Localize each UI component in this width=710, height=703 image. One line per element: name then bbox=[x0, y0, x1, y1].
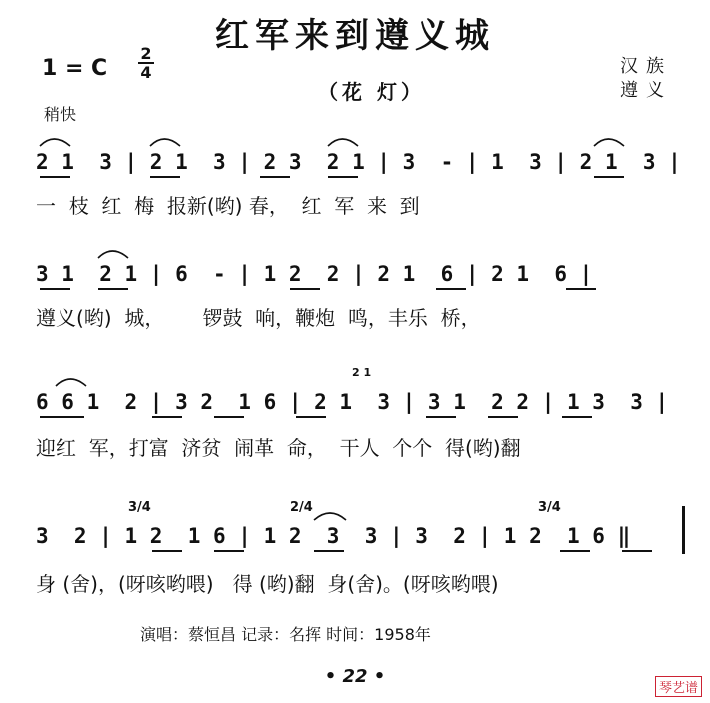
place-label: 遵义 bbox=[620, 80, 672, 101]
page-number: • 22 • bbox=[324, 666, 386, 687]
meter-change-2: 2/4 bbox=[290, 500, 313, 515]
notation-row-4: 3 2 | 1 2 1 6 | 1 2 3 3 | 3 2 | 1 2 1 6 ‖ bbox=[36, 524, 631, 548]
lyric-row-2: 遵义(哟) 城， 锣鼓 响，鞭炮 鸣，丰乐 桥， bbox=[36, 306, 481, 330]
meter-change-3: 3/4 bbox=[538, 500, 561, 515]
credits-line: 演唱：蔡恒昌 记录：名挥 时间：1958年 bbox=[140, 625, 431, 644]
tempo-marking: 稍快 bbox=[44, 105, 77, 124]
meter-top: 2 bbox=[140, 44, 152, 63]
notation-row-1: 2 1 3 | 2 1 3 | 2 3 2 1 | 3 - | 1 3 | 2 1 3 | bbox=[36, 150, 681, 174]
ethnic-label: 汉族 bbox=[620, 56, 672, 77]
meter-bottom: 4 bbox=[140, 63, 152, 82]
meter-change-1: 3/4 bbox=[128, 500, 151, 515]
lyric-row-4: 身 (舍)，(呀咳哟喂) 得 (哟)翻 身(舍)。(呀咳哟喂) bbox=[36, 572, 499, 596]
song-title: 红军来到遵义城 bbox=[215, 16, 495, 56]
genre-label: （花 灯） bbox=[318, 80, 425, 104]
grace-note: 2 1 bbox=[352, 366, 372, 379]
notation-row-2: 3 1 2 1 | 6 - | 1 2 2 | 2 1 6 | 2 1 6 | bbox=[36, 262, 593, 286]
lyric-row-1: 一 枝 红 梅 报新(哟) 春， 红 军 来 到 bbox=[36, 194, 420, 218]
key-signature: 1 = C bbox=[42, 56, 108, 81]
watermark-logo: 琴艺谱 bbox=[655, 676, 702, 697]
lyric-row-3: 迎红 军，打富 济贫 闹革 命， 干人 个个 得(哟)翻 bbox=[36, 436, 521, 460]
notation-row-3: 6 6 1 2 | 3 2 1 6 | 2 1 3 | 3 1 2 2 | 1 3 3 | bbox=[36, 390, 669, 414]
